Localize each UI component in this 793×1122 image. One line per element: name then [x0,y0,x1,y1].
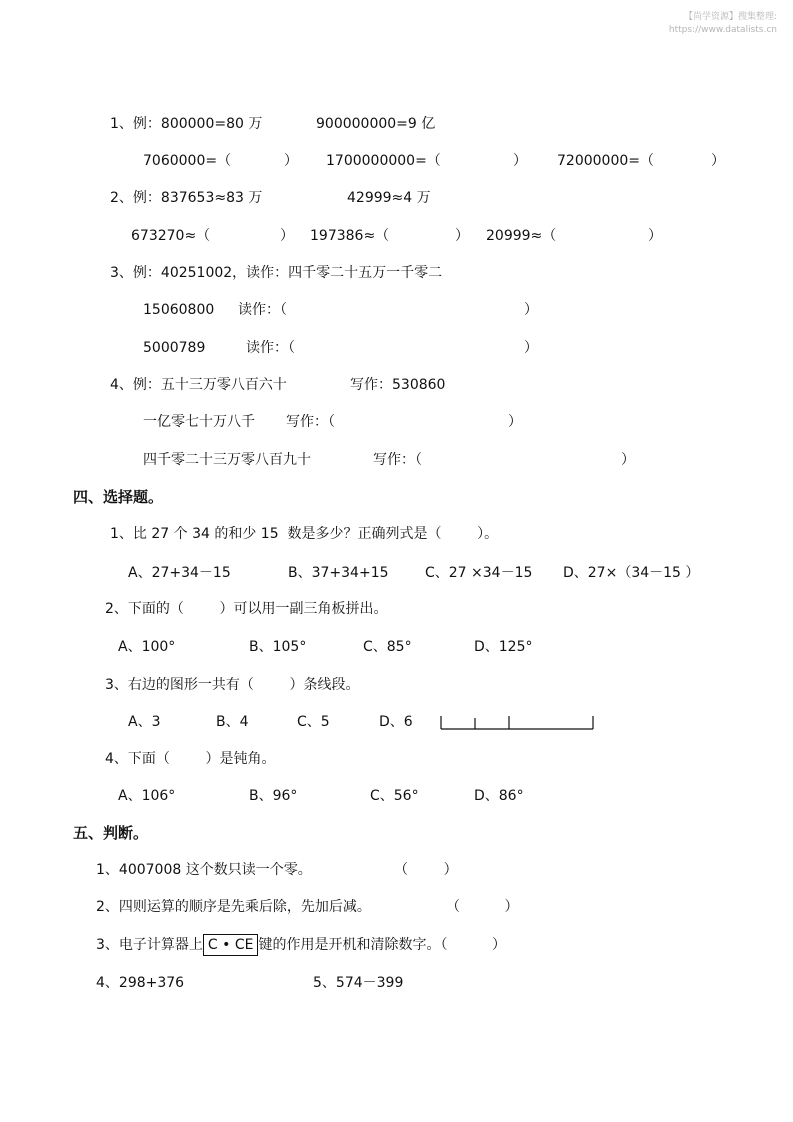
q3-item3-b-close: ） [524,340,538,356]
s5-q4: 4、298+376 [96,975,185,991]
s5-q3-post: 键的作用是开机和清除数字。（ ） [258,937,506,953]
s4-q2-option-c: C、85° [363,639,412,655]
q3-item4-a-words: 一亿零七十万八千 [143,414,255,430]
q3-item4-example: 4、例：五十三万零八百六十 [110,377,287,393]
s4-q2-text: 2、下面的（ ）可以用一副三角板拼出。 [105,601,388,617]
q3-item1-c: 72000000=（ [557,153,654,169]
s5-q3 [96,934,506,956]
q3-item4-a-label: 写作：（ [286,414,335,430]
q3-item1-a: 7060000=（ [143,153,232,169]
line-segment-figure [438,712,596,732]
s4-q4-option-b: B、96° [249,788,298,804]
s4-q1-option-d: D、27×（34－15 ） [563,565,700,581]
q3-item1-b: 1700000000=（ [326,153,441,169]
q3-item2-a: 673270≈（ [131,228,211,244]
s4-q3-text: 3、右边的图形一共有（ ）条线段。 [105,677,360,693]
s5-q5: 5、574－399 [313,975,404,991]
q3-item3-a-label: 读作：（ [238,302,287,318]
q3-item4-a-close: ） [508,414,522,430]
s4-q2-option-a: A、100° [118,639,176,655]
q3-item3-b-number: 5000789 [143,340,206,356]
s4-q3-option-a: A、3 [128,714,161,730]
q3-item4-b-words: 四千零二十三万零八百九十 [143,452,311,468]
s5-q1-paren: （ ） [394,862,458,878]
watermark-line1: 【尚学资源】搜集整理: [683,12,777,22]
s4-q4-option-c: C、56° [370,788,419,804]
q3-item4-b-label: 写作：（ [373,452,422,468]
s4-q1-option-b: B、37+34+15 [288,565,389,581]
s4-q1-text: 1、比 27 个 34 的和少 15 数是多少？正确列式是（ ）。 [110,526,499,542]
s4-q4-option-a: A、106° [118,788,176,804]
q3-item3-b-label: 读作：（ [246,340,295,356]
s4-q2-option-d: D、125° [474,639,533,655]
q3-item2-a-close: ） [280,228,294,244]
s4-q3-option-c: C、5 [297,714,330,730]
q3-item2-example2: 42999≈4 万 [347,190,431,206]
q3-item2-c-close: ） [648,228,662,244]
q3-item4-example2: 写作：530860 [350,377,446,393]
q3-item1-a-close: ） [284,153,298,169]
q3-item1-example2: 900000000=9 亿 [316,116,436,132]
s4-q1-option-a: A、27+34－15 [128,565,231,581]
q3-item1-b-close: ） [513,153,527,169]
s5-q2-text: 2、四则运算的顺序是先乘后除，先加后减。 [96,899,371,915]
s5-q2-paren: （ ） [446,899,519,915]
section4-title: 四、选择题。 [73,488,164,506]
s4-q3-option-d: D、6 [379,714,413,730]
q3-item4-b-close: ） [621,452,635,468]
watermark-line2: https://www.datalists.cn [668,25,777,35]
q3-item3-a-close: ） [524,302,538,318]
calculator-key-c-ce: C • CE [203,934,259,956]
q3-item3-example: 3、例：40251002，读作：四千零二十五万一千零二 [110,265,443,281]
section5-title: 五、判断。 [73,824,149,842]
q3-item2-b-close: ） [455,228,469,244]
s5-q1-text: 1、4007008 这个数只读一个零。 [96,862,312,878]
q3-item1-c-close: ） [711,153,725,169]
s4-q1-option-c: C、27 ×34－15 [425,565,533,581]
q3-item2-b: 197386≈（ [310,228,390,244]
q3-item2-c: 20999≈（ [486,228,557,244]
s4-q3-option-b: B、4 [216,714,249,730]
q3-item3-a-number: 15060800 [143,302,215,318]
s5-q3-pre: 3、电子计算器上 [96,937,203,953]
q3-item1-example: 1、例：800000=80 万 [110,116,263,132]
s4-q2-option-b: B、105° [249,639,307,655]
s4-q4-option-d: D、86° [474,788,524,804]
q3-item2-example: 2、例：837653≈83 万 [110,190,263,206]
s4-q4-text: 4、下面（ ）是钝角。 [105,751,276,767]
